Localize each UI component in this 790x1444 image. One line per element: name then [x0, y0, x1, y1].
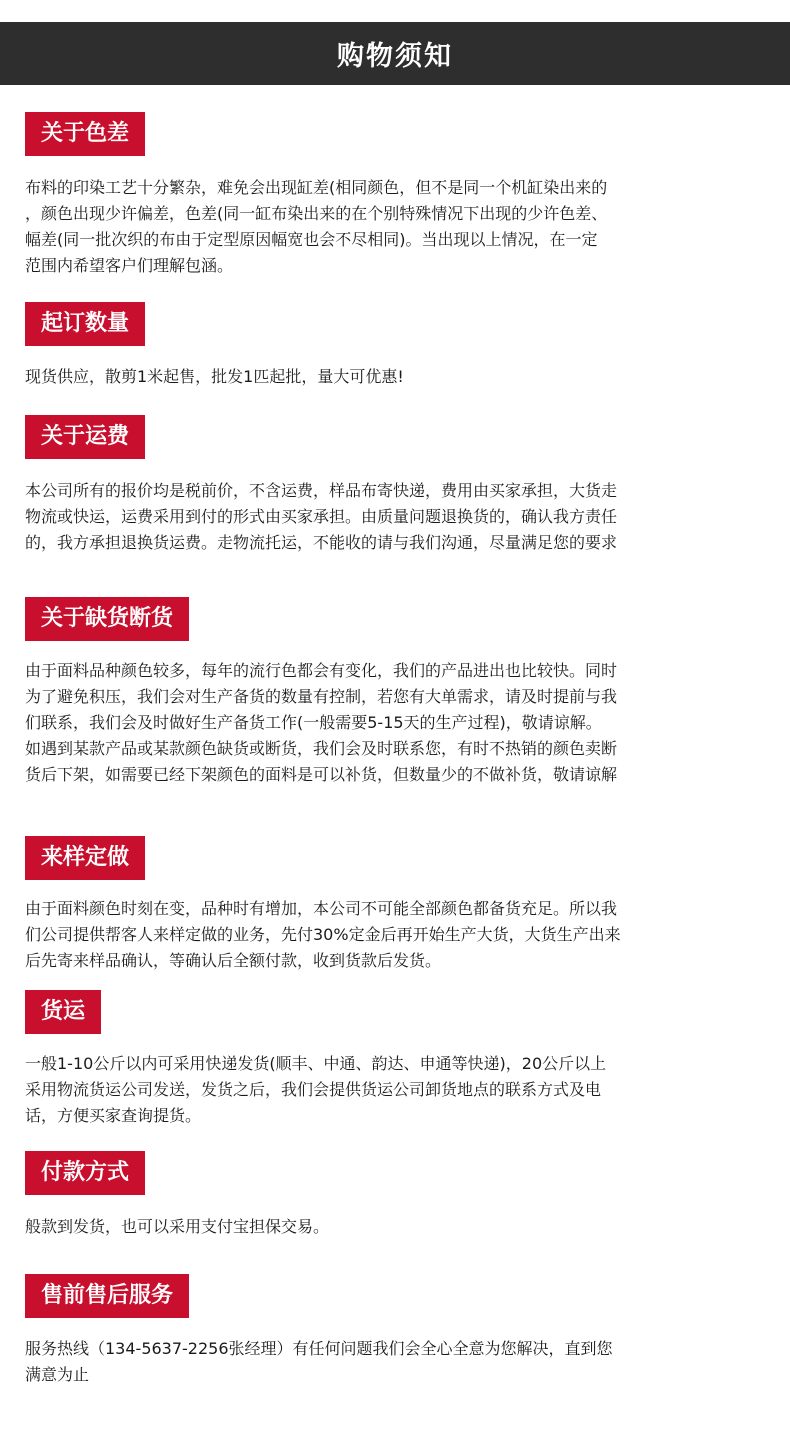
body-line: 一般1-10公斤以内可采用快递发货(顺丰、中通、韵达、申通等快递)，20公斤以上 [25, 1054, 607, 1073]
body-line: 由于面料颜色时刻在变，品种时有增加，本公司不可能全部颜色都备货充足。所以我 [25, 899, 618, 918]
section-body [25, 175, 770, 279]
section-body [25, 896, 770, 974]
body-line: 现货供应，散剪1米起售，批发1匹起批，量大可优惠! [25, 367, 404, 386]
section-heading: 付款方式 [25, 1151, 145, 1195]
body-line: 如遇到某款产品或某款颜色缺货或断货，我们会及时联系您，有时不热销的颜色卖断 [25, 739, 618, 758]
section-heading: 售前售后服务 [25, 1274, 189, 1318]
section-heading: 货运 [25, 990, 101, 1034]
page-title: 购物须知 [337, 41, 453, 72]
body-line: 布料的印染工艺十分繁杂，难免会出现缸差(相同颜色，但不是同一个机缸染出来的 [25, 178, 608, 197]
body-line: 本公司所有的报价均是税前价，不含运费，样品布寄快递，费用由买家承担，大货走 [25, 481, 618, 500]
body-line: 的，我方承担退换货运费。走物流托运，不能收的请与我们沟通，尽量满足您的要求 [25, 533, 618, 552]
section-heading: 关于缺货断货 [25, 597, 189, 641]
section-heading: 关于色差 [25, 112, 145, 156]
body-line: 们公司提供帮客人来样定做的业务，先付30%定金后再开始生产大货，大货生产出来 [25, 925, 621, 944]
section-heading: 来样定做 [25, 836, 145, 880]
body-line: 货后下架，如需要已经下架颜色的面料是可以补货，但数量少的不做补货，敬请谅解 [25, 765, 618, 784]
body-line: 物流或快运，运费采用到付的形式由买家承担。由质量问题退换货的，确认我方责任 [25, 507, 618, 526]
section-heading: 起订数量 [25, 302, 145, 346]
body-line: 服务热线（134-5637-2256张经理）有任何问题我们会全心全意为您解决，直到您 [25, 1339, 613, 1358]
body-line: 般款到发货，也可以采用支付宝担保交易。 [25, 1217, 330, 1236]
body-line: 范围内希望客户们理解包涵。 [25, 256, 234, 275]
body-line: 幅差(同一批次织的布由于定型原因幅宽也会不尽相同)。当出现以上情况，在一定 [25, 230, 598, 249]
body-line: 们联系，我们会及时做好生产备货工作(一般需要5-15天的生产过程)，敬请谅解。 [25, 713, 602, 732]
section-body [25, 478, 770, 556]
body-line: 话，方便买家查询提货。 [25, 1106, 202, 1125]
section-body [25, 1336, 770, 1388]
body-line: 由于面料品种颜色较多，每年的流行色都会有变化，我们的产品进出也比较快。同时 [25, 661, 618, 680]
body-line: 后先寄来样品确认，等确认后全额付款，收到货款后发货。 [25, 951, 442, 970]
body-line: ，颜色出现少许偏差，色差(同一缸布染出来的在个别特殊情况下出现的少许色差、 [25, 204, 608, 223]
body-line: 满意为止 [25, 1365, 90, 1384]
body-line: 采用物流货运公司发送，发货之后，我们会提供货运公司卸货地点的联系方式及电 [25, 1080, 602, 1099]
section-body [25, 658, 770, 788]
page-title-banner [0, 22, 790, 85]
section-body [25, 1214, 770, 1240]
section-body [25, 364, 770, 390]
section-heading: 关于运费 [25, 415, 145, 459]
section-body [25, 1051, 770, 1129]
body-line: 为了避免积压，我们会对生产备货的数量有控制，若您有大单需求，请及时提前与我 [25, 687, 618, 706]
